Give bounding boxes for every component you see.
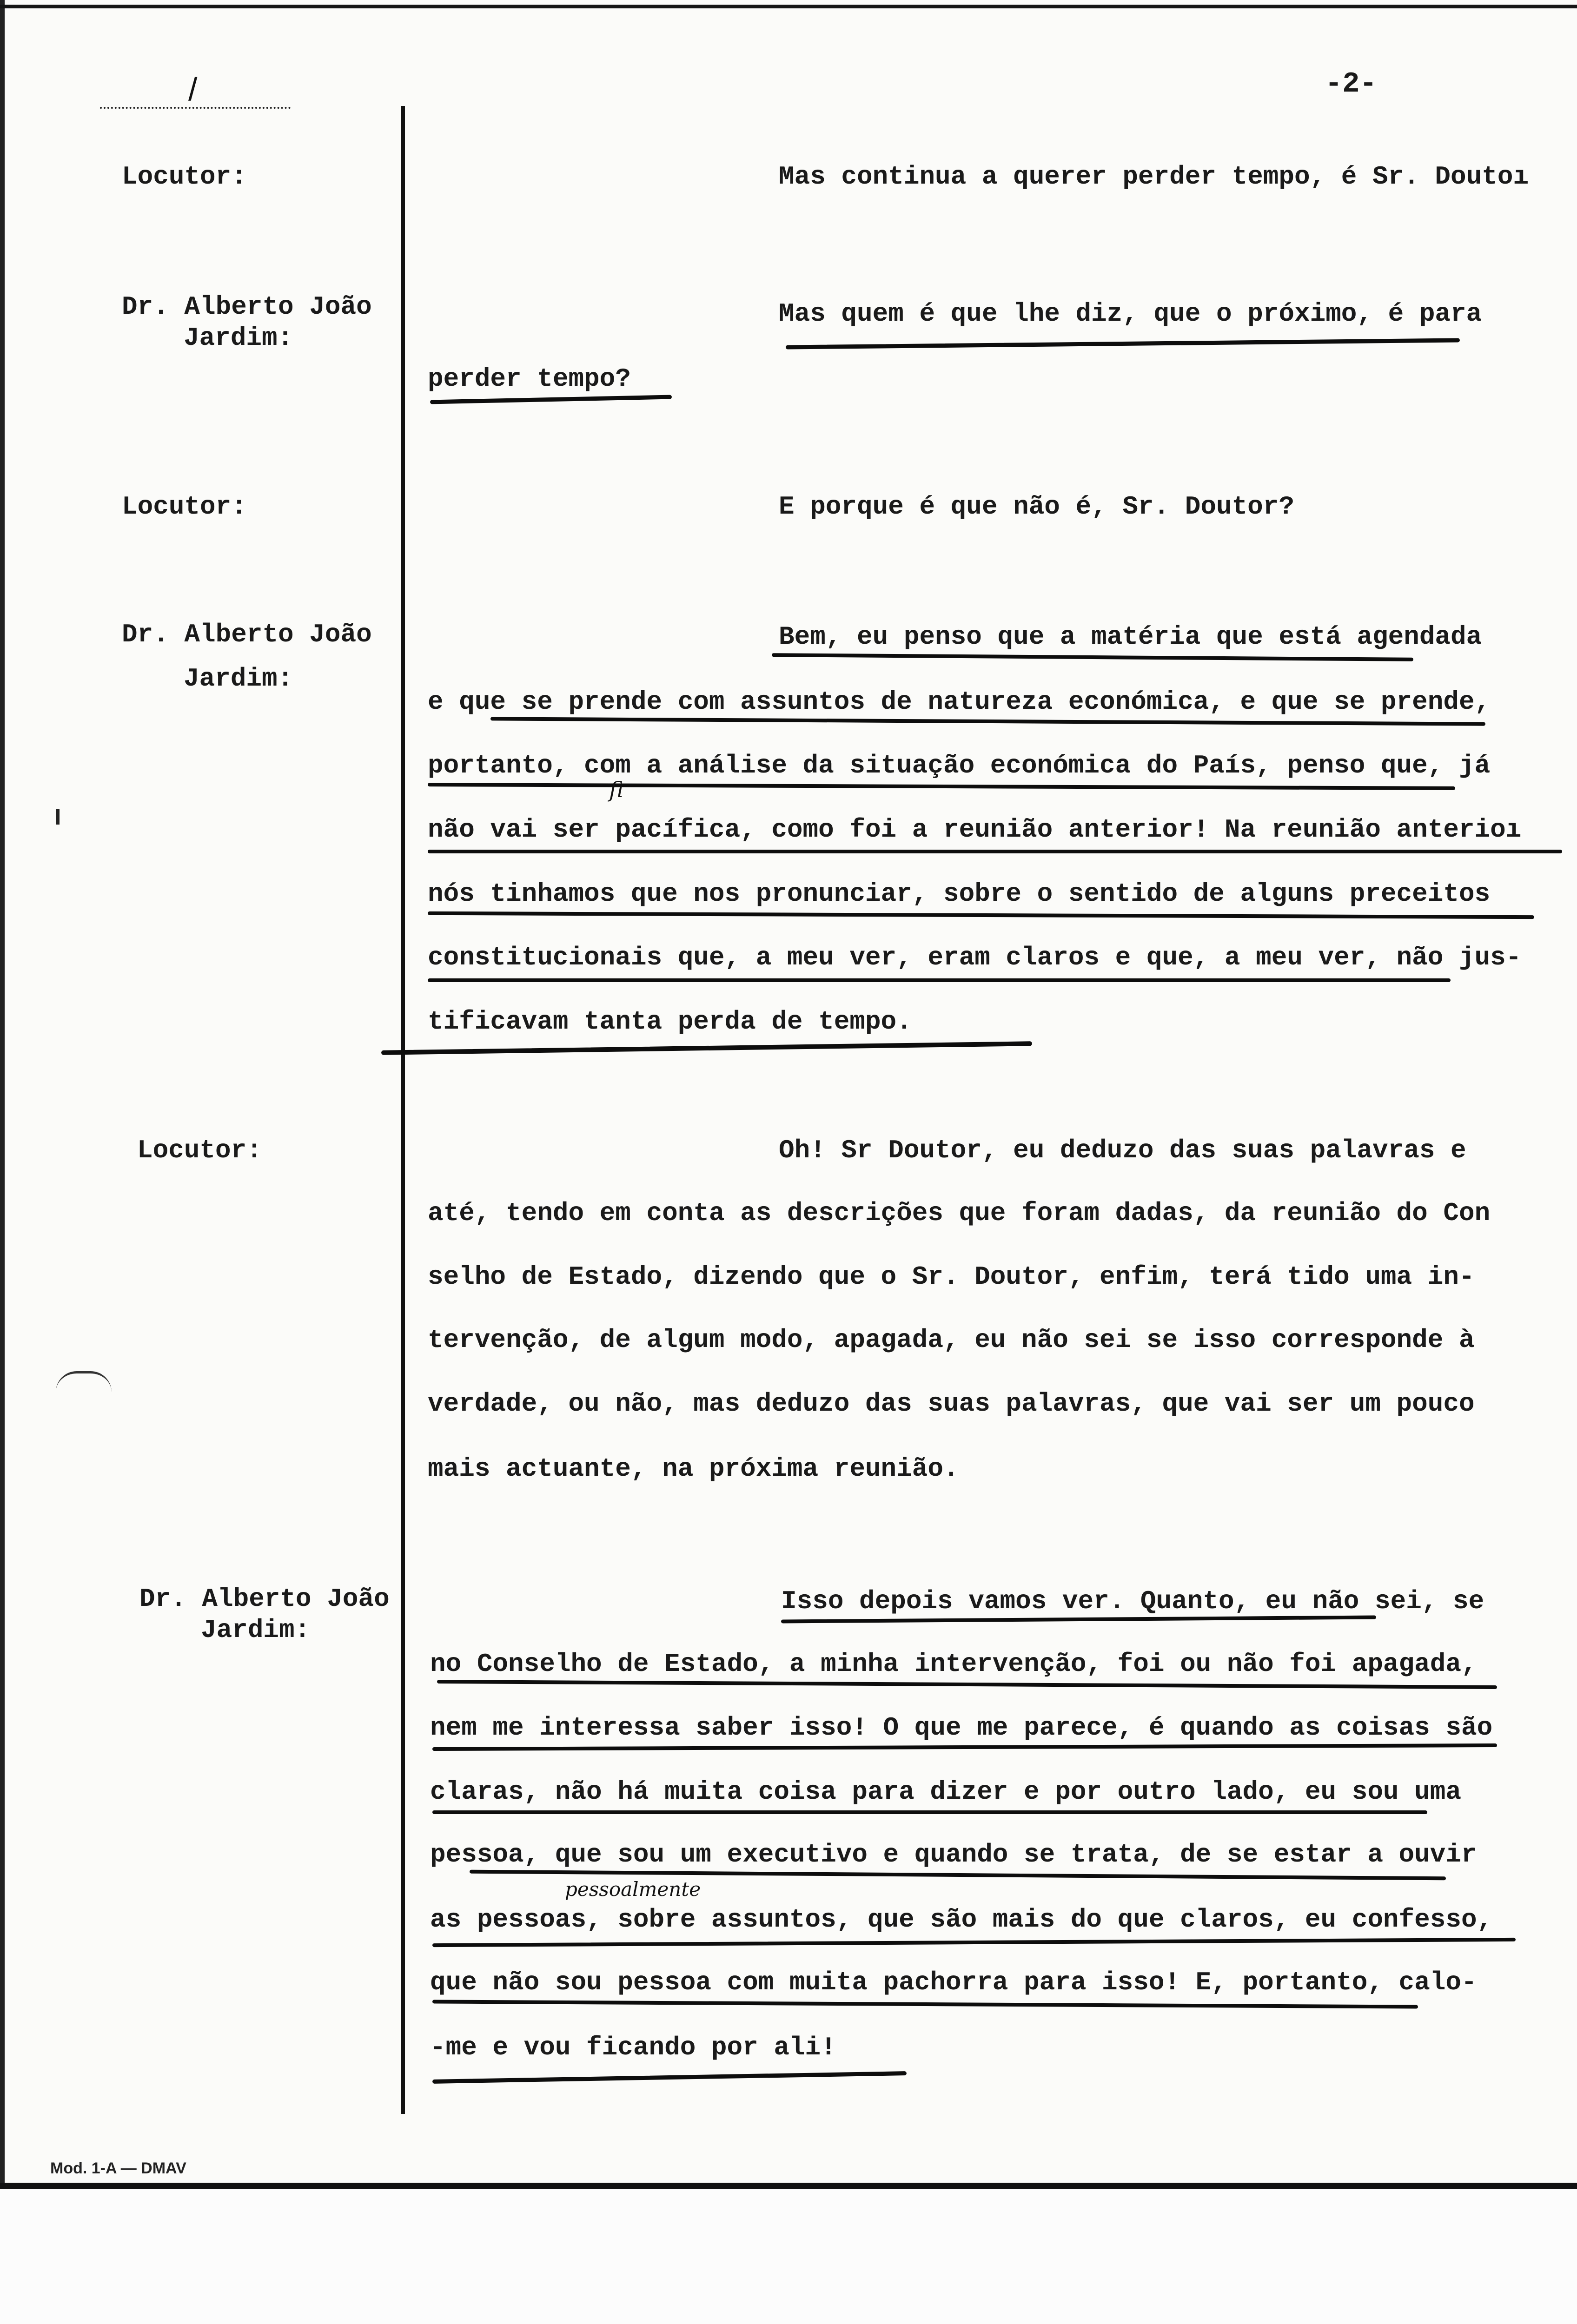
speaker-label: Locutor: bbox=[122, 492, 247, 522]
next-page-area bbox=[0, 2189, 1577, 2324]
transcript-line: nós tinhamos que nos pronunciar, sobre o sentido de alguns preceitos bbox=[428, 879, 1491, 909]
page-bottom-edge bbox=[0, 2183, 1577, 2189]
transcript-line: pessoa, que sou um executivo e quando se trata, de se estar a ouvir bbox=[430, 1840, 1477, 1869]
pen-underline bbox=[490, 717, 1485, 726]
handwritten-insertion: pessoalmente bbox=[565, 1878, 701, 1901]
transcript-line: Mas quem é que lhe diz, que o próximo, é para bbox=[779, 299, 1482, 329]
transcript-line: até, tendo em conta as descrições que foram dadas, da reunião do Con bbox=[428, 1198, 1491, 1228]
transcript-line: constitucionais que, a meu ver, eram claros e que, a meu ver, não jus- bbox=[428, 943, 1522, 972]
pen-underline bbox=[432, 1743, 1497, 1751]
speaker-label: Dr. Alberto João bbox=[139, 1584, 390, 1614]
speaker-label: Jardim: bbox=[184, 664, 293, 693]
speaker-label: Dr. Alberto João bbox=[122, 292, 372, 322]
transcript-line: nem me interessa saber isso! O que me parece, é quando as coisas são bbox=[430, 1713, 1493, 1743]
pen-underline bbox=[432, 2071, 907, 2084]
transcript-line: não vai ser pacífica, como foi a reunião anterior! Na reunião anterioı bbox=[428, 815, 1522, 845]
speaker-label: Locutor: bbox=[122, 162, 247, 191]
page-top-edge bbox=[0, 5, 1577, 8]
speaker-label: Jardim: bbox=[184, 323, 293, 353]
transcript-line: Mas continua a querer perder tempo, é Sr. Doutoı bbox=[779, 162, 1529, 191]
page-number: -2- bbox=[1325, 67, 1377, 100]
pen-underline bbox=[430, 395, 672, 404]
speaker-label: Locutor: bbox=[137, 1136, 262, 1165]
pen-underline bbox=[786, 338, 1460, 349]
transcript-line: verdade, ou não, mas deduzo das suas palavras, que vai ser um pouco bbox=[428, 1389, 1475, 1419]
transcript-line: E porque é que não é, Sr. Doutor? bbox=[779, 492, 1294, 522]
transcript-line: claras, não há muita coisa para dizer e por outro lado, eu sou uma bbox=[430, 1777, 1461, 1807]
transcript-line: e que se prende com assuntos de natureza económica, e que se prende, bbox=[428, 687, 1491, 717]
pen-underline bbox=[428, 850, 1562, 853]
transcript-line: as pessoas, sobre assuntos, que são mais do que claros, eu confesso, bbox=[430, 1905, 1493, 1934]
speaker-label: Dr. Alberto João bbox=[122, 620, 372, 649]
transcript-line: tificavam tanta perda de tempo. bbox=[428, 1007, 912, 1037]
pen-underline bbox=[432, 1810, 1427, 1814]
transcript-line: Bem, eu penso que a matéria que está agendada bbox=[779, 622, 1482, 652]
transcript-line: -me e vou ficando por ali! bbox=[430, 2033, 836, 2062]
pen-underline bbox=[428, 783, 1455, 790]
transcript-line: que não sou pessoa com muita pachorra para isso! E, portanto, calo- bbox=[430, 1967, 1477, 1997]
speaker-label: Jardim: bbox=[201, 1615, 311, 1645]
pen-underline bbox=[432, 1938, 1516, 1947]
transcript-line: mais actuante, na próxima reunião. bbox=[428, 1454, 959, 1484]
reference-slash: / bbox=[188, 71, 198, 107]
transcript-line: tervenção, de algum modo, apagada, eu não sei se isso corresponde à bbox=[428, 1325, 1475, 1355]
page-left-edge bbox=[0, 0, 5, 2324]
stray-mark bbox=[56, 1371, 112, 1392]
speaker-column-rule bbox=[401, 106, 405, 2114]
form-code: Mod. 1-A — DMAV bbox=[50, 2159, 186, 2177]
pen-underline bbox=[437, 1680, 1497, 1689]
pen-underline bbox=[428, 911, 1534, 919]
pen-underline bbox=[772, 653, 1413, 661]
pen-underline bbox=[381, 1041, 1032, 1055]
pen-underline bbox=[428, 978, 1451, 982]
transcript-line: perder tempo? bbox=[428, 364, 631, 394]
transcript-line: selho de Estado, dizendo que o Sr. Doutor, enfim, terá tido uma in- bbox=[428, 1262, 1475, 1292]
stray-mark bbox=[56, 809, 60, 825]
handwritten-insertion: fi bbox=[609, 777, 623, 802]
transcript-line: Oh! Sr Doutor, eu deduzo das suas palavras e bbox=[779, 1136, 1466, 1165]
pen-underline bbox=[432, 2000, 1418, 2008]
transcript-line: portanto, com a análise da situação económica do País, penso que, já bbox=[428, 751, 1491, 780]
transcript-line: no Conselho de Estado, a minha intervenção, foi ou não foi apagada, bbox=[430, 1649, 1477, 1679]
transcript-line: Isso depois vamos ver. Quanto, eu não sei, se bbox=[781, 1586, 1484, 1616]
